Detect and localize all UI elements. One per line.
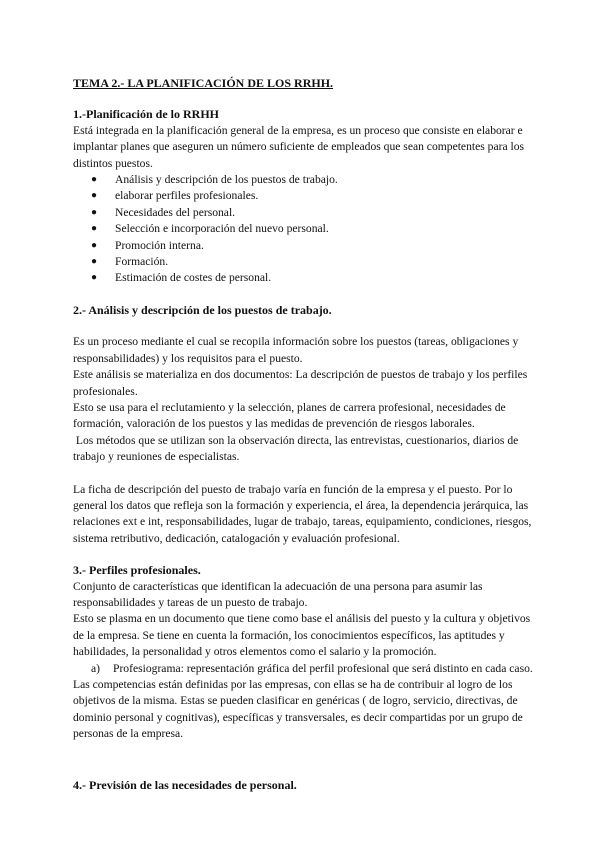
bullet-icon: ● [91, 239, 98, 251]
section-2-paragraph: Los métodos que se utilizan son la observación directa, las entrevistas, cuestionarios, diarios de trabajo y reuniones de especialistas. [73, 433, 522, 464]
section-2-heading: 2.- Análisis y descripción de los puestos de trabajo. [73, 302, 332, 317]
section-3-paragraph: Esto se plasma en un documento que tiene como base el análisis del puesto y la cultura y objetivos de la empresa. Se tiene en cuenta la formación, los conocimientos específicos, las aptitudes y habilidades, la personalidad y otros elementos como el salario y la promoción. [73, 612, 531, 659]
section-3-ordered-item [91, 661, 533, 677]
bullet-icon: ● [91, 272, 98, 284]
section-1-heading: 1.-Planificación de lo RRHH [73, 107, 219, 122]
section-3-paragraph: Conjunto de características que identifican la adecuación de una persona para asumir las responsabilidades y tareas de un puesto de trabajo. [73, 579, 483, 609]
list-item: ● Estimación de costes de personal. [91, 270, 533, 286]
section-3-closing: Las competencias están definidas por las empresas, con ellas se ha de contribuir al logro de los objetivos de la misma. Estas se pueden clasificar en genéricas ( de logro, servicio, directivas, de dominio personal y cognitivas), específicas y transversales, es decir compartidas por un grupo de personas de la empresa. [73, 678, 523, 741]
bullet-icon: ● [91, 206, 98, 218]
bullet-icon: ● [91, 174, 98, 186]
list-item: ● Análisis y descripción de los puestos de trabajo. [91, 172, 533, 188]
section-2-paragraph: Esto se usa para el reclutamiento y la selección, planes de carrera profesional, necesidades de formación, valoración de los puestos y las medidas de prevención de riesgos laborales. [73, 400, 506, 431]
bullet-icon: ● [91, 190, 98, 202]
list-item: ● Promoción interna. [91, 238, 533, 254]
document-title: TEMA 2.- LA PLANIFICACIÓN DE LOS RRHH. [73, 76, 334, 90]
section-4-heading: 4.- Previsión de las necesidades de personal. [73, 777, 297, 792]
bullet-icon: ● [91, 223, 98, 235]
list-item: ● Necesidades del personal. [91, 205, 533, 221]
list-item: ● Selección e incorporación del nuevo personal. [91, 221, 533, 237]
document-page [73, 75, 533, 793]
section-3-heading: 3.- Perfiles profesionales. [73, 563, 201, 578]
list-marker: a) [91, 661, 101, 675]
bullet-icon: ● [91, 256, 98, 268]
list-item: ● elaborar perfiles profesionales. [91, 188, 533, 204]
section-2-paragraph: Es un proceso mediante el cual se recopila información sobre los puestos (tareas, obligaciones y responsabilidades) y los requisitos para el puesto. [73, 335, 519, 365]
list-item: ● Formación. [91, 254, 533, 270]
section-1-intro: Está integrada en la planificación general de la empresa, es un proceso que consiste en elaborar e implantar planes que aseguren un número suficiente de empleados que sean competentes para los distintos puestos. [73, 123, 525, 170]
section-2-ficha-paragraph: La ficha de descripción del puesto de trabajo varía en función de la empresa y el puesto. Por lo general los datos que refleja son la formación y experiencia, el área, la dependencia jerárquica, las relaciones ext e int, responsabilidades, lugar de trabajo, tareas, equipamiento, condiciones, riesgos, sistema retributivo, dedicación, catalogación y evaluación profesional. [73, 482, 532, 545]
ordered-item-text: Profesiograma: representación gráfica del perfil profesional que será distinto en cada caso. [113, 661, 533, 675]
section-2-paragraph: Este análisis se materializa en dos documentos: La descripción de puestos de trabajo y los perfiles profesionales. [73, 368, 528, 398]
section-1-bullet-list [73, 172, 533, 287]
